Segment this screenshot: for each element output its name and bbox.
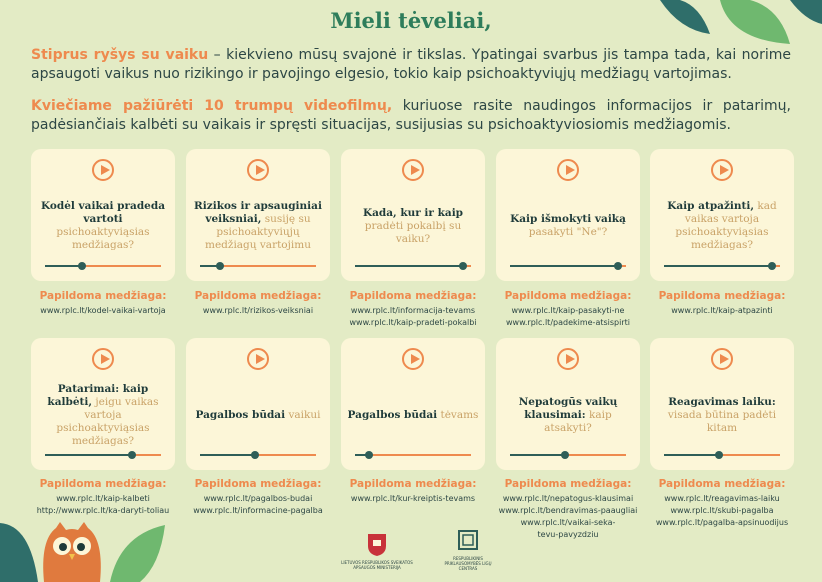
video-progress-bar[interactable]	[45, 265, 161, 267]
extra-material-link[interactable]: www.rplc.lt/nepatogus-klausimai	[502, 494, 634, 503]
progress-knob[interactable]	[715, 451, 723, 459]
play-icon[interactable]	[711, 159, 733, 181]
extra-material	[178, 290, 338, 317]
extra-material-label: Papildoma medžiaga:	[504, 290, 632, 302]
progress-remaining	[132, 454, 161, 456]
video-title-main: Pagalbos būdai	[347, 408, 438, 421]
play-icon[interactable]	[92, 159, 114, 181]
extra-material	[333, 290, 493, 329]
intro-text-2: kuriuose rasite naudingos informacijos ir patarimų, padėsiančiais kalbėti su vaikais ir spręsti situacijas, susijusias su psichoaktyviosiomis medžiagomis.	[31, 98, 791, 133]
extra-material-link[interactable]: www.rplc.lt/kur-kreiptis-tevams	[350, 494, 476, 503]
progress-remaining	[565, 454, 626, 456]
owl-mascot	[36, 520, 108, 582]
video-title-sub: visada būtina padėti kitam	[667, 408, 777, 434]
play-icon[interactable]	[247, 348, 269, 370]
progress-knob[interactable]	[128, 451, 136, 459]
video-title	[656, 384, 788, 446]
extra-material	[488, 478, 648, 541]
extra-material-label: Papildoma medžiaga:	[658, 290, 786, 302]
play-icon[interactable]	[711, 348, 733, 370]
video-title-sub: kaip atsakyti?	[544, 408, 612, 434]
center-emblem-icon	[438, 530, 498, 552]
video-title	[37, 195, 169, 257]
extra-material	[488, 290, 648, 329]
play-icon[interactable]	[247, 159, 269, 181]
progress-knob[interactable]	[365, 451, 373, 459]
progress-remaining	[82, 265, 161, 267]
video-title	[347, 195, 479, 257]
video-title	[502, 384, 634, 446]
video-progress-bar[interactable]	[355, 265, 471, 267]
video-title-sub: kad vaikas vartoja psichoaktyviąsias medžiagas?	[675, 200, 777, 251]
progress-fill	[510, 454, 565, 456]
video-title-main: Kaip išmokyti vaiką	[510, 213, 626, 225]
progress-fill	[664, 265, 772, 267]
progress-knob[interactable]	[768, 262, 776, 270]
video-card[interactable]	[186, 338, 330, 470]
video-progress-bar[interactable]	[200, 265, 316, 267]
extra-material-link[interactable]: www.rplc.lt/kodel-vaikai-vartoja	[40, 306, 166, 315]
extra-material	[23, 478, 183, 517]
video-card[interactable]	[650, 338, 794, 470]
video-title-sub: pasakyti "Ne"?	[528, 226, 608, 238]
extra-material	[642, 290, 802, 317]
video-title-main: Pagalbos būdai	[195, 408, 286, 421]
video-title	[192, 195, 324, 257]
video-progress-bar[interactable]	[510, 265, 626, 267]
extra-material-link[interactable]: www.rplc.lt/pagalbos-budai	[203, 494, 313, 503]
video-progress-bar[interactable]	[45, 454, 161, 456]
video-title-main: Rizikos ir apsauginiai veiksniai,	[194, 200, 322, 225]
video-card[interactable]	[341, 338, 485, 470]
extra-material	[178, 478, 338, 517]
video-card[interactable]	[496, 149, 640, 281]
video-title-main: Nepatogūs vaikų klausimai:	[518, 395, 618, 421]
extra-material-link[interactable]: www.rplc.lt/bendravimas-paaugliai	[498, 506, 638, 515]
play-icon[interactable]	[402, 348, 424, 370]
extra-material-link[interactable]: www.rplc.lt/pagalba-apsinuodijus	[655, 518, 789, 527]
extra-material-link[interactable]: www.rplc.lt/reagavimas-laiku	[664, 494, 780, 503]
video-title-main: Reagavimas laiku:	[668, 395, 776, 408]
video-card[interactable]	[31, 149, 175, 281]
video-title	[347, 384, 479, 446]
video-title-main: Patarimai: kaip kalbėti,	[47, 382, 149, 408]
intro-highlight-1: Stiprus ryšys su vaiku	[31, 47, 209, 63]
intro-paragraph-1	[31, 46, 791, 84]
progress-fill	[510, 265, 618, 267]
play-icon[interactable]	[402, 159, 424, 181]
extra-material-link[interactable]: www.rplc.lt/padekime-atsispirti	[505, 318, 630, 327]
video-card[interactable]	[496, 338, 640, 470]
extra-material-link[interactable]: www.rplc.lt/kaip-pradeti-pokalbi	[349, 318, 477, 327]
extra-material-link[interactable]: www.rplc.lt/kaip-pasakyti-ne	[511, 306, 625, 315]
video-title	[192, 384, 324, 446]
progress-remaining	[719, 454, 780, 456]
extra-material-label: Papildoma medžiaga:	[349, 290, 477, 302]
video-title-sub: tėvams	[440, 408, 479, 421]
center-logo-caption: RESPUBLIKINIS PRIKLAUSOMYBĖS LIGŲ CENTRAS	[444, 556, 492, 571]
extra-material-link[interactable]: www.rplc.lt/informacija-tevams	[350, 306, 476, 315]
progress-fill	[45, 265, 82, 267]
video-title-sub: jeigu vaikas vartoja psichoaktyviąsias medžiagas?	[56, 395, 159, 447]
extra-material-link[interactable]: www.rplc.lt/kaip-atpazinti	[671, 306, 773, 315]
ministry-logo-caption: LIETUVOS RESPUBLIKOS SVEIKATOS APSAUGOS MINISTERIJA	[341, 560, 413, 570]
video-progress-bar[interactable]	[510, 454, 626, 456]
extra-material-link[interactable]: www.rplc.lt/vaikai-seka-	[520, 518, 616, 527]
progress-knob[interactable]	[216, 262, 224, 270]
extra-material	[23, 290, 183, 317]
video-title-main: Kodėl vaikai pradeda vartoti	[40, 200, 166, 225]
video-title-main: Kada, kur ir kaip	[362, 206, 464, 219]
progress-remaining	[255, 454, 316, 456]
extra-material-label: Papildoma medžiaga:	[39, 290, 167, 302]
extra-material	[333, 478, 493, 505]
progress-knob[interactable]	[614, 262, 622, 270]
video-card[interactable]	[186, 149, 330, 281]
progress-knob[interactable]	[251, 451, 259, 459]
intro-text-1: – kiekvieno mūsų svajonė ir tikslas. Ypatingai svarbus jis tampa tada, kai norime apsaugoti vaikus nuo rizikingo ir pavojingo elgesio, tokio kaip psichoaktyviųjų medžiagų vartojimas.	[31, 47, 791, 82]
extra-material-label: Papildoma medžiaga:	[658, 478, 786, 490]
extra-material-link[interactable]: http://www.rplc.lt/ka-daryti-toliau	[36, 506, 170, 515]
page-title: Mieli tėveliai,	[330, 8, 492, 33]
intro-highlight-2: Kviečiame pažiūrėti 10 trumpų videofilmų,	[31, 98, 393, 114]
extra-material-label: Papildoma medžiaga:	[349, 478, 477, 490]
intro-paragraph-2	[31, 97, 791, 135]
ministry-logo	[338, 532, 416, 570]
video-progress-bar[interactable]	[200, 454, 316, 456]
progress-remaining	[369, 454, 471, 456]
center-logo	[438, 530, 498, 571]
progress-knob[interactable]	[459, 262, 467, 270]
progress-fill	[664, 454, 719, 456]
video-card[interactable]	[31, 338, 175, 470]
extra-material-label: Papildoma medžiaga:	[39, 478, 167, 490]
video-title-sub: pradėti pokalbį su vaiku?	[364, 219, 462, 245]
video-title-main: Kaip atpažinti,	[667, 200, 755, 212]
video-title-sub: vaikui	[288, 408, 321, 421]
video-progress-bar[interactable]	[664, 265, 780, 267]
progress-knob[interactable]	[78, 262, 86, 270]
play-icon[interactable]	[557, 348, 579, 370]
extra-material-label: Papildoma medžiaga:	[194, 478, 322, 490]
extra-material-label: Papildoma medžiaga:	[504, 478, 632, 490]
extra-material-label: Papildoma medžiaga:	[194, 290, 322, 302]
video-title-sub: susiję su psichoaktyviųjų medžiagų vartojimu	[205, 213, 311, 251]
progress-fill	[200, 454, 255, 456]
play-icon[interactable]	[92, 348, 114, 370]
extra-material-link[interactable]: www.rplc.lt/rizikos-veiksniai	[202, 306, 314, 315]
video-card[interactable]	[341, 149, 485, 281]
progress-knob[interactable]	[561, 451, 569, 459]
video-title	[656, 195, 788, 257]
video-card[interactable]	[650, 149, 794, 281]
video-progress-bar[interactable]	[664, 454, 780, 456]
extra-material	[642, 478, 802, 529]
extra-material-link[interactable]: www.rplc.lt/kaip-kalbeti	[56, 494, 150, 503]
extra-material-link[interactable]: tevu-pavyzdziu	[537, 530, 599, 539]
video-title-sub: psichoaktyviąsias medžiagas?	[56, 226, 150, 251]
play-icon[interactable]	[557, 159, 579, 181]
video-title	[37, 384, 169, 446]
progress-fill	[45, 454, 132, 456]
progress-remaining	[220, 265, 316, 267]
video-title	[502, 195, 634, 257]
extra-material-link[interactable]: www.rplc.lt/skubi-pagalba	[670, 506, 774, 515]
video-progress-bar[interactable]	[355, 454, 471, 456]
progress-fill	[355, 265, 463, 267]
coat-of-arms-icon	[338, 532, 416, 556]
extra-material-link[interactable]: www.rplc.lt/informacine-pagalba	[193, 506, 323, 515]
